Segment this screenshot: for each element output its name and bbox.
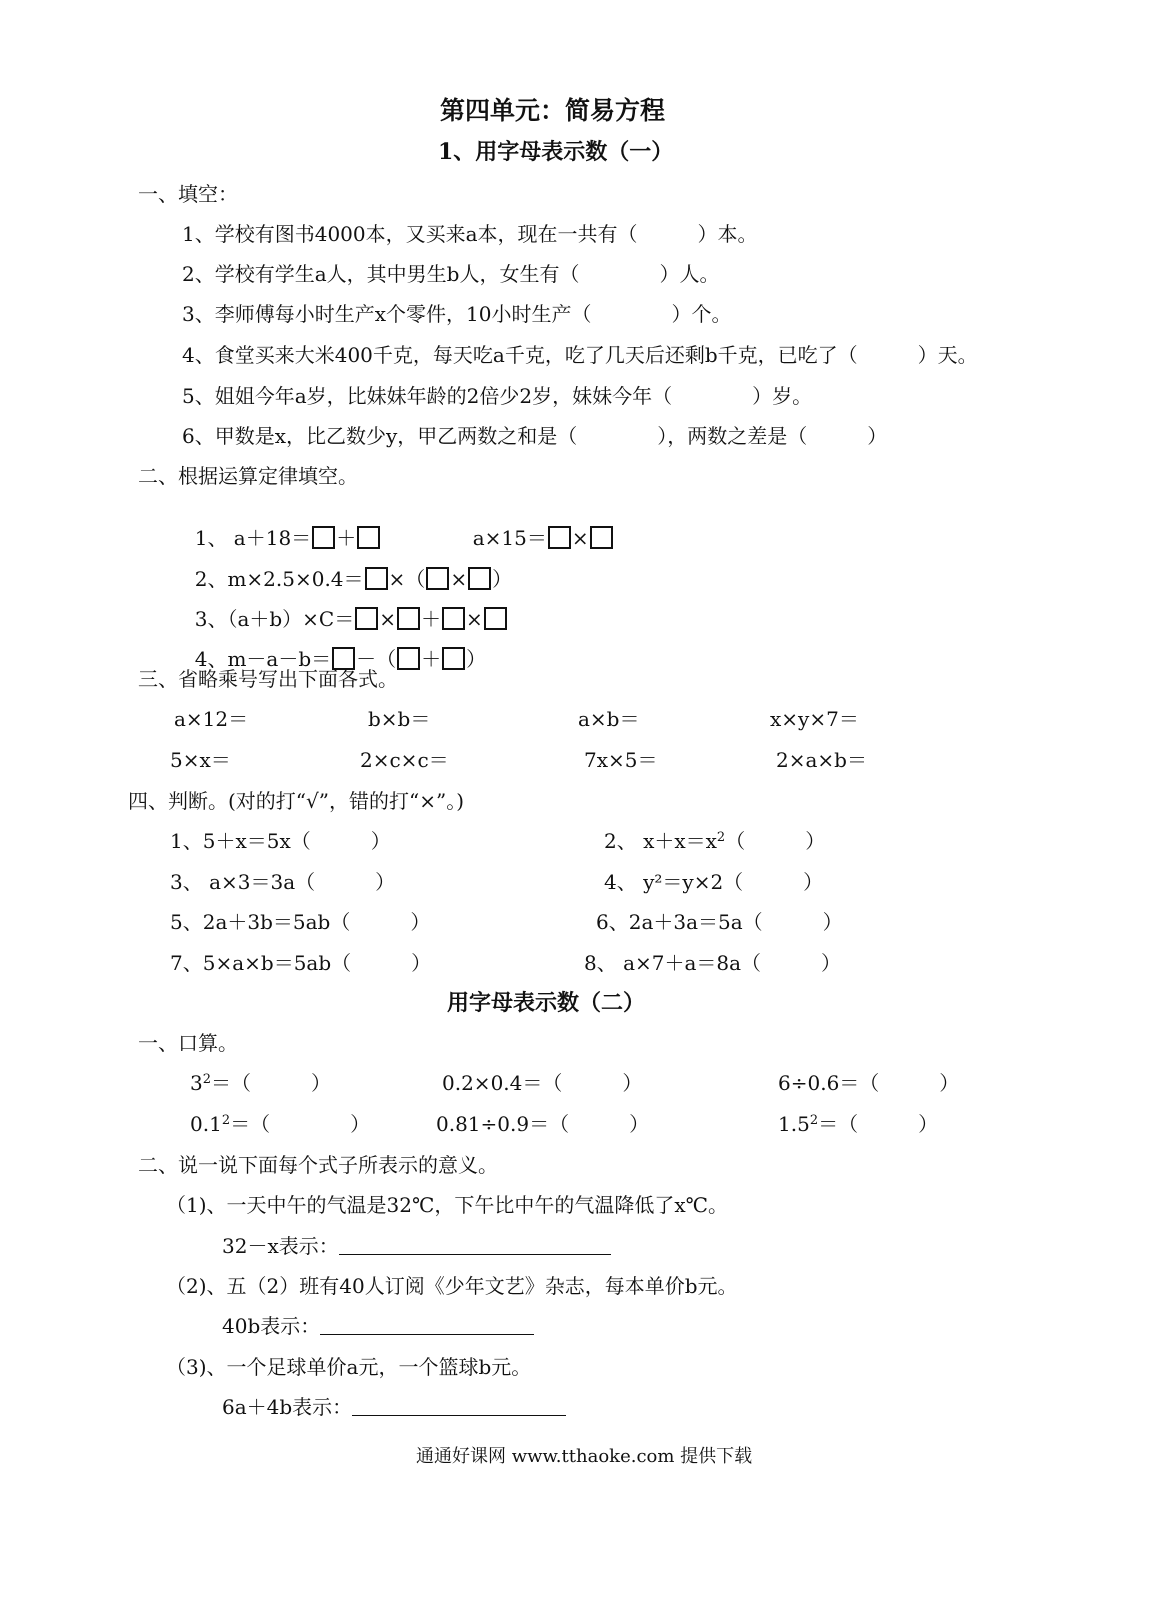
answer-line[interactable] bbox=[352, 1397, 566, 1416]
expr-item: a×b＝ bbox=[578, 707, 640, 731]
law-op: × bbox=[571, 526, 589, 550]
meaning-question-3: （3)、一个足球单价a元，一个篮球b元。 bbox=[166, 1355, 532, 1379]
expr-item: x×y×7＝ bbox=[770, 707, 859, 731]
fill-item-1: 1、学校有图书4000本，又买来a本，现在一共有（ ）本。 bbox=[182, 222, 758, 246]
calc-item-4 bbox=[190, 1114, 370, 1134]
part3-heading: 三、省略乘号写出下面各式。 bbox=[138, 667, 398, 691]
law-op: × bbox=[450, 567, 468, 591]
fill-item-6: 6、甲数是x，比乙数少y，甲乙两数之和是（ ），两数之差是（ ） bbox=[182, 424, 888, 448]
calc-item-1 bbox=[190, 1073, 331, 1093]
meaning-answer-label: 32－x表示： bbox=[222, 1234, 339, 1258]
footer-credit: 通通好课网 www.tthaoke.com 提供下载 bbox=[416, 1446, 753, 1467]
meaning-answer-3 bbox=[222, 1397, 566, 1417]
judge-item-2 bbox=[604, 831, 825, 851]
part4-heading: 四、判断。(对的打“√”，错的打“×”。) bbox=[128, 789, 465, 813]
judge-item-3: 3、 a×3＝3a（ ） bbox=[170, 870, 396, 894]
superscript: 2 bbox=[221, 1113, 231, 1128]
meaning-answer-label: 40b表示： bbox=[222, 1314, 321, 1338]
calc-base: 1.5 bbox=[778, 1112, 810, 1136]
fill-item-4: 4、食堂买来大米400千克，每天吃a千克，吃了几天后还剩b千克，已吃了（ ）天。 bbox=[182, 343, 978, 367]
calc-base: 0.1 bbox=[190, 1112, 222, 1136]
judge-item-8: 8、 a×7＋a＝8a（ ） bbox=[584, 951, 842, 975]
calc-paren: ＝（ ） bbox=[211, 1071, 332, 1095]
judge-item-4: 4、 y²＝y×2（ ） bbox=[604, 870, 824, 894]
superscript: 2 bbox=[202, 1072, 212, 1087]
part1-heading: 一、填空： bbox=[138, 182, 238, 206]
law-1b-lhs: a×15＝ bbox=[472, 526, 547, 550]
law-row-1a bbox=[182, 506, 381, 549]
expr-item: 5×x＝ bbox=[170, 748, 231, 772]
judge-item-7: 7、5×a×b＝5ab（ ） bbox=[170, 951, 432, 975]
law-op: × bbox=[466, 607, 483, 631]
expr-item: b×b＝ bbox=[368, 707, 431, 731]
law-close: ） bbox=[492, 567, 513, 591]
calc-item-5: 0.81÷0.9＝（ ） bbox=[436, 1112, 650, 1136]
law-op: ×（ bbox=[388, 567, 426, 591]
answer-box[interactable] bbox=[397, 647, 420, 670]
expr-item: a×12＝ bbox=[174, 707, 249, 731]
law-row-2 bbox=[182, 547, 512, 590]
calc-item-2: 0.2×0.4＝（ ） bbox=[442, 1071, 643, 1095]
judge-item-6: 6、2a＋3a＝5a（ ） bbox=[596, 910, 843, 934]
law-2-lhs: 2、m×2.5×0.4＝ bbox=[194, 567, 364, 591]
fill-item-3: 3、李师傅每小时生产x个零件，10小时生产（ ）个。 bbox=[182, 302, 732, 326]
law-op: ＋ bbox=[421, 647, 442, 671]
expr-item: 7x×5＝ bbox=[584, 748, 658, 772]
answer-box[interactable] bbox=[484, 607, 507, 630]
answer-box[interactable] bbox=[590, 526, 613, 549]
calc-base: 3 bbox=[190, 1071, 203, 1095]
meaning-answer-2 bbox=[222, 1316, 534, 1336]
law-op: ＋ bbox=[421, 607, 441, 631]
calc-item-6 bbox=[778, 1114, 938, 1134]
section-title-2: 用字母表示数（二） bbox=[447, 990, 646, 1016]
answer-box[interactable] bbox=[312, 526, 335, 549]
calc-item-3: 6÷0.6＝（ ） bbox=[778, 1071, 960, 1095]
law-1a-lhs: 1、 a＋18＝ bbox=[194, 526, 312, 550]
part5-heading: 一、口算。 bbox=[138, 1031, 238, 1055]
meaning-answer-1 bbox=[222, 1236, 611, 1256]
law-row-4 bbox=[182, 627, 486, 670]
meaning-question-2: （2)、五（2）班有40人订阅《少年文艺》杂志，每本单价b元。 bbox=[166, 1274, 738, 1298]
law-op: ＋ bbox=[336, 526, 357, 550]
law-row-1b bbox=[460, 506, 614, 549]
part2-heading: 二、根据运算定律填空。 bbox=[138, 464, 358, 488]
page-title: 第四单元：简易方程 bbox=[440, 96, 666, 125]
law-op: × bbox=[379, 607, 396, 631]
fill-item-2: 2、学校有学生a人，其中男生b人，女生有（ ）人。 bbox=[182, 262, 720, 286]
superscript: 2 bbox=[809, 1113, 819, 1128]
meaning-answer-label: 6a＋4b表示： bbox=[222, 1395, 353, 1419]
law-3-lhs: 3、（a＋b）×C＝ bbox=[194, 607, 355, 631]
superscript: 2 bbox=[716, 830, 726, 845]
answer-box[interactable] bbox=[442, 647, 465, 670]
law-op: －（ bbox=[356, 647, 397, 671]
part6-heading: 二、说一说下面每个式子所表示的意义。 bbox=[138, 1153, 498, 1177]
answer-box[interactable] bbox=[548, 526, 571, 549]
meaning-question-1: （1)、一天中午的气温是32℃，下午比中午的气温降低了x℃。 bbox=[166, 1193, 729, 1217]
section-title-1: 1、用字母表示数（一） bbox=[438, 139, 674, 165]
calc-paren: ＝（ ） bbox=[230, 1112, 371, 1136]
law-4-lhs: 4、m－a－b＝ bbox=[194, 647, 332, 671]
calc-paren: ＝（ ） bbox=[818, 1112, 939, 1136]
law-close: ） bbox=[466, 647, 487, 671]
law-row-3 bbox=[182, 587, 508, 630]
expr-item: 2×a×b＝ bbox=[776, 748, 867, 772]
answer-line[interactable] bbox=[339, 1236, 611, 1255]
fill-item-5: 5、姐姐今年a岁，比妹妹年龄的2倍少2岁，妹妹今年（ ）岁。 bbox=[182, 384, 813, 408]
judge-item-5: 5、2a＋3b＝5ab（ ） bbox=[170, 910, 431, 934]
judge-2-lhs: 2、 x＋x＝x bbox=[604, 829, 717, 853]
judge-item-1: 1、5＋x＝5x（ ） bbox=[170, 829, 391, 853]
answer-box[interactable] bbox=[357, 526, 380, 549]
judge-2-paren: （ ） bbox=[725, 829, 826, 853]
answer-line[interactable] bbox=[320, 1316, 534, 1335]
expr-item: 2×c×c＝ bbox=[360, 748, 449, 772]
